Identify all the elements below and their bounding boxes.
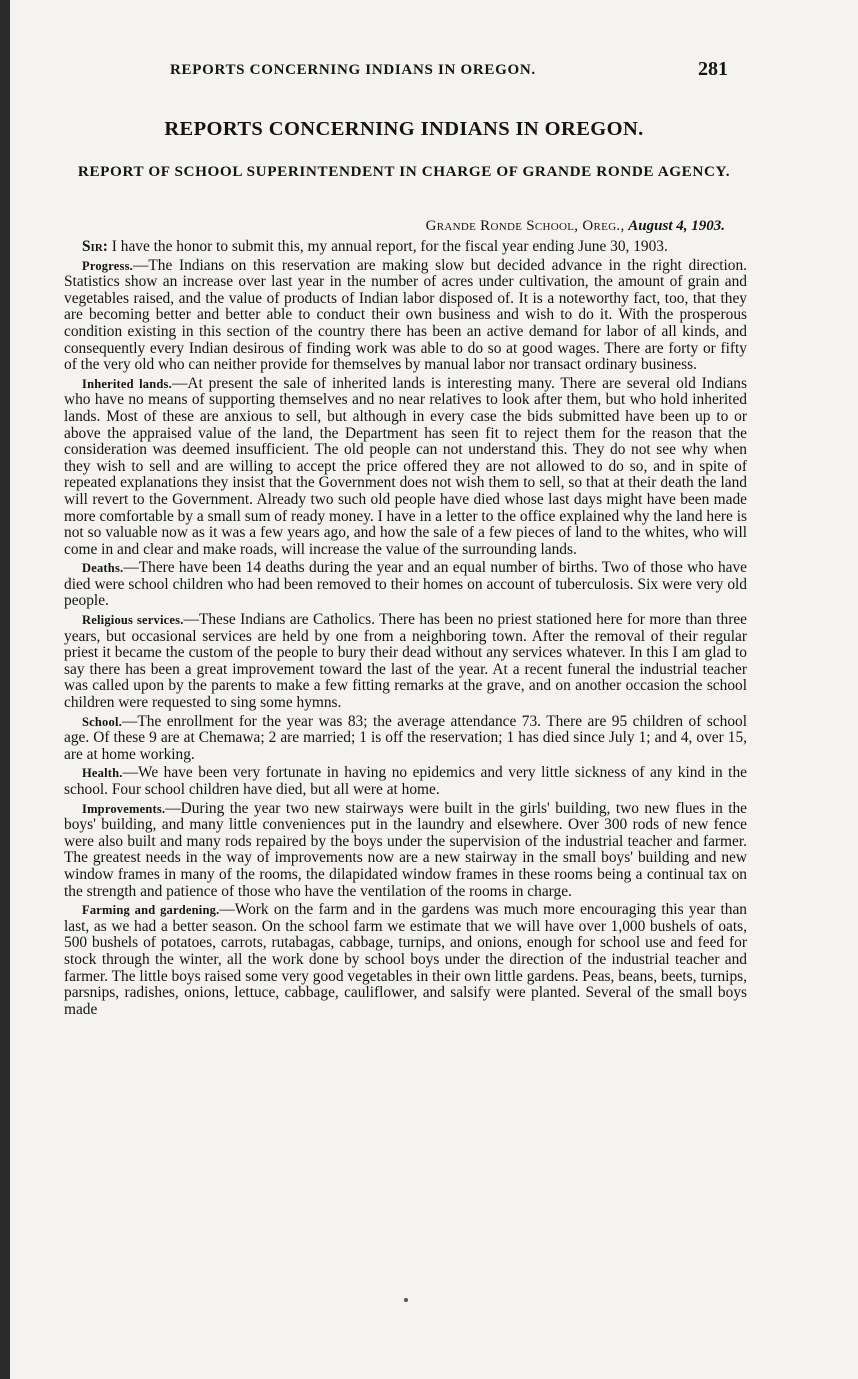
section-heading: School. (82, 714, 122, 729)
section-heading: Inherited lands. (82, 376, 172, 391)
section-text: —These Indians are Catholics. There has been no priest stationed here for more than three years, but occasional services are held by one from a neighboring town. After the removal of their regular priest it became the custom of the people to bury their dead without any services whatever. In this I am glad to say there has been a great improvement toward the last of the year. At a recent funeral the industrial teacher was called upon by the parents to make a few fitting remarks at the grave, and on another occasion the school children were requested to sing some hymns. (64, 611, 747, 712)
salutation-lead: Sir: (82, 238, 108, 255)
section-inherited-lands (64, 376, 747, 559)
section-school (64, 714, 747, 764)
salutation-paragraph (64, 239, 747, 256)
page-title: REPORTS CONCERNING INDIANS IN OREGON. (164, 118, 644, 140)
section-text: —Work on the farm and in the gardens was much more encouraging this year than last, as we had a better season. On the school farm we estimate that we will have over 1,000 bushels of oats, 500 bushels of potatoes, carrots, rutabagas, cabbage, turnips, and onions, enough for school use and feed for stock through the winter, all the work done by school boys under the direction of the industrial teacher and farmer. The little boys raised some very good vegetables in their own little gardens. Peas, beans, beets, turnips, parsnips, radishes, onions, lettuce, cabbage, cauliflower, and salsify were planted. Several of the small boys made (64, 901, 747, 1018)
dateline-date: August 4, 1903. (628, 218, 725, 234)
section-deaths (64, 560, 747, 610)
report-subtitle: REPORT OF SCHOOL SUPERINTENDENT IN CHARGE OF GRANDE RONDE AGENCY. (77, 163, 731, 180)
print-speck (404, 1298, 408, 1302)
page-number: 281 (698, 58, 728, 80)
dateline-place: Grande Ronde School, Oreg., (425, 218, 625, 234)
section-text: —During the year two new stairways were built in the girls' building, two new flues in the boys' building, and many little conveniences put in the laundry and elsewhere. Over 300 rods of new fence were also built and many rods repaired by the boys under the supervision of the industrial teacher and farmer. The greatest needs in the way of improvements now are a new stairway in the small boys' building and new window frames in many of the rooms, the dilapidated window frames in these rooms being a continual tax on the strength and patience of those who have the ventilation of the rooms in charge. (64, 799, 747, 900)
section-text: —There have been 14 deaths during the year and an equal number of births. Two of those who have died were school children who had been removed to their homes on account of tuberculosis. Six were very old people. (64, 559, 747, 610)
salutation-text: I have the honor to submit this, my annual report, for the fiscal year ending June 30, 1903. (111, 238, 668, 255)
section-health (64, 765, 747, 798)
section-heading: Health. (82, 766, 123, 781)
scan-edge (0, 0, 10, 1379)
section-heading: Farming and gardening. (82, 903, 220, 918)
section-heading: Progress. (82, 258, 133, 273)
section-heading: Improvements. (82, 801, 166, 816)
dateline (300, 218, 725, 235)
section-progress (64, 258, 747, 374)
section-heading: Deaths. (82, 561, 124, 576)
section-improvements (64, 801, 747, 901)
section-text: —At present the sale of inherited lands is interesting many. There are several old Indians who have no means of supporting themselves and no near relatives to look after them, but who hold inherited lands. Most of these are anxious to sell, but although in every case the bids submitted have been up to or above the appraised value of the land, the Department has seen fit to reject them for the reason that the consideration was deemed insufficient. The old people can not understand this. They do not see why when they wish to sell and are willing to accept the price offered they are not allowed to do so, and in spite of repeated explanations they insist that the Government does not wish them to sell, so that at their death the land will revert to the Government. Already two such old people have died whose last days might have been made more comfortable by a small sum of ready money. I have in a letter to the office explained why the land here is not so valuable now as it was a few years ago, and how the sale of a few pieces of land to the whites, who will come in and clear and make roads, will increase the value of the surrounding lands. (64, 374, 747, 558)
section-farming-and-gardening (64, 902, 747, 1018)
section-heading: Religious services. (82, 613, 184, 628)
section-text: —We have been very fortunate in having no epidemics and very little sickness of any kind in the school. Four school children have died, but all were at home. (64, 764, 747, 798)
section-text: —The enrollment for the year was 83; the average attendance 73. There are 95 children of school age. Of these 9 are at Chemawa; 2 are married; 1 is off the reservation; 1 has died since July 1; and 4, over 15, are at home working. (64, 712, 747, 763)
section-text: —The Indians on this reservation are making slow but decided advance in the right direction. Statistics show an increase over last year in the number of acres under cultivation, the amount of grain and vegetables raised, and the value of products of Indian labor disposed of. It is a noteworthy fact, too, that they are becoming better and better able to conduct their own business and wish to do it. With the prosperous condition existing in this section of the country there has been an active demand for labor of all kinds, and consequently every Indian desirous of finding work was able to do so at good wages. There are forty or fifty of the very old who can neither provide for themselves by manual labor nor transact ordinary business. (64, 256, 747, 374)
running-header: REPORTS CONCERNING INDIANS IN OREGON. (170, 62, 536, 78)
section-religious-services (64, 612, 747, 712)
report-body (64, 239, 747, 1018)
